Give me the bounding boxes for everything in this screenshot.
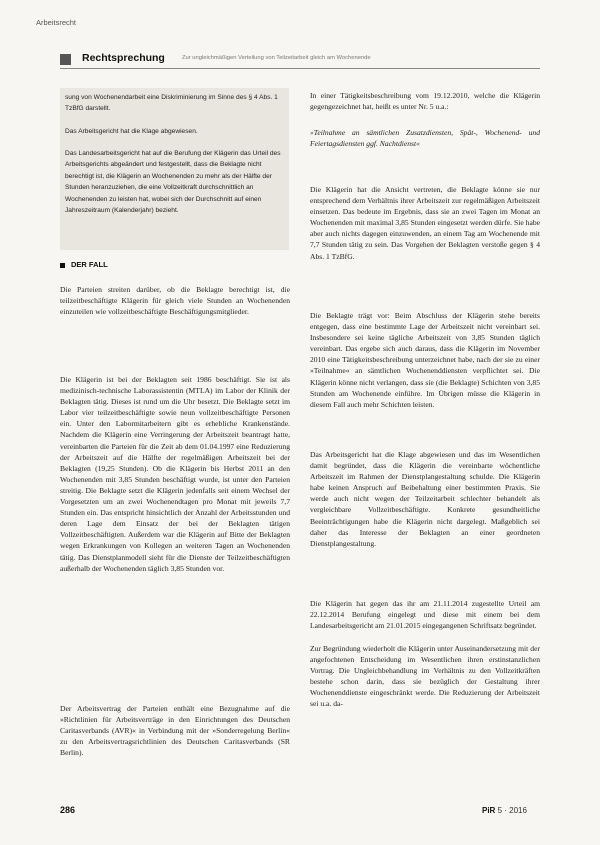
header-kicker: Arbeitsrecht bbox=[36, 18, 77, 27]
paragraph-text: In einer Tätigkeitsbeschreibung vom 19.12.2010, welche die Klägerin gegengezeichnet hat, heißt es unter Nr. 5 u.a.: bbox=[310, 91, 540, 112]
section-heading-text: DER FALL bbox=[71, 260, 108, 269]
journal-name: PiR bbox=[482, 806, 496, 815]
summary-paragraph: Das Arbeitsgericht hat die Klage abgewiesen. bbox=[65, 128, 198, 135]
quote-text: »Teilnahme an sämtlichen Zusatzdiensten, Spät-, Wochenend- und Feiertagsdiensten ggf. Nachtdienst« bbox=[310, 128, 540, 149]
summary-paragraph: sung von Wochenendarbeit eine Diskriminierung im Sinne des § 4 Abs. 1 TzBfG darstellt. bbox=[65, 94, 278, 113]
paragraph-text: Die Klägerin hat die Ansicht vertreten, die Beklagte könne sie nur entsprechend dem Verhältnis ihrer Arbeitszeit zur regelmäßigen Arbeitszeit einsetzen. Das bedeute im Ergebnis, dass sie an zwei Tagen im Monat an Wochenenden mit maximal 3,85 Stunden eingesetzt werden dürfe. Sie habe aber auch nichts dagegen einzuwenden, an einem Tag am Wochenende mit 7,7 Stunden tätig zu sein. Das Vorgehen der Beklagten verstoße gegen § 4 Abs. 1 TzBfG. bbox=[310, 185, 540, 261]
right-paragraph-4 bbox=[310, 310, 540, 410]
left-paragraph-3 bbox=[60, 703, 290, 758]
paragraph-text: Die Parteien streiten darüber, ob die Beklagte berechtigt ist, die teilzeitbeschäftigte Klägerin für gleich viele Stunden an Wochenenden einzuteilen wie vollzeitbeschäftigte Beschäftigungsmitglieder. bbox=[60, 285, 290, 317]
paragraph-text: Die Klägerin hat gegen das ihr am 21.11.2014 zugestellte Urteil am 22.12.2014 Berufung eingelegt und diese mit einem bei dem Landesarbeitsgericht am 21.01.2015 eingegangenen Schriftsatz begründet. bbox=[310, 599, 540, 631]
journal-reference bbox=[482, 806, 527, 815]
paragraph-text: Die Beklagte trägt vor: Beim Abschluss der Klägerin stehe bereits entgegen, dass eine bestimmte Lage der Arbeitszeit nicht vereinbart sei. Insbesondere sei keine tägliche Arbeitszeit von 3,85 Stunden täglich vereinbart. Das ergebe sich auch daraus, dass die Klägerin im November 2010 eine Tätigkeitsbeschreibung unterzeichnet habe, nach der sie zu einer »Teilnahme« an sämtlichen Wochenenddiensten verpflichtet sei. Die Klägerin könne nicht verlangen, dass sie (die Beklagte) Schichten von 3,85 Stunden am Wochenende einführe. Im Übrigen müsse die Klägerin in diesem Fall auch mehr Schichten leisten. bbox=[310, 311, 540, 409]
right-paragraph-3 bbox=[310, 184, 540, 262]
left-paragraph-1 bbox=[60, 284, 290, 317]
paragraph-text: Der Arbeitsvertrag der Parteien enthält eine Bezugnahme auf die »Richtlinien für Arbeitsverträge in den Einrichtungen des Deutschen Caritasverbands (AVR)« in Verbindung mit der »Sonderregelung Berlin« zu den Arbeitsvertragsrichtlinien des Deutschen Caritasverbands (SR Berlin). bbox=[60, 704, 290, 758]
journal-issue: 5 · 2016 bbox=[497, 806, 527, 815]
page-number: 286 bbox=[60, 805, 76, 815]
left-paragraph-2 bbox=[60, 374, 290, 574]
paragraph-text: Zur Begründung wiederholt die Klägerin unter Auseinandersetzung mit der angefochtenen Entscheidung im Wesentlichen ihren erstinstanzlichen Vortrag. Die Ungleichbehandlung im Verhältnis zu den Vollzeitkräften bestehe schon darin, dass sie bezüglich der Gestaltung ihrer Wochenenddienste eingeschränkt werde. Die Reduzierung der Arbeitszeit sei u.a. da- bbox=[310, 644, 540, 709]
right-paragraph-7 bbox=[310, 643, 540, 710]
summary-paragraph: Das Landesarbeitsgericht hat auf die Berufung der Klägerin das Urteil des Arbeitsgerichts abgeändert und festgestellt, dass die Beklagte nicht berechtigt ist, die Klägerin an Wochenenden zu mehr als der Hälfte der Stunden heranzuziehen, die eine Vollzeitkraft durchschnittlich an Wochenenden zu leisten hat, wobei sich der Durchschnitt auf einen Jahreszeitraum (Kalenderjahr) bezieht. bbox=[65, 150, 281, 215]
right-paragraph-1 bbox=[310, 90, 540, 112]
section-marker bbox=[60, 54, 71, 65]
right-paragraph-5 bbox=[310, 449, 540, 549]
header-subtitle: Zur ungleichmäßigen Verteilung von Teilzeitarbeit gleich am Wochenende bbox=[182, 55, 371, 61]
section-heading bbox=[60, 260, 108, 269]
right-quote bbox=[310, 127, 540, 149]
right-paragraph-6 bbox=[310, 598, 540, 631]
paragraph-text: Das Arbeitsgericht hat die Klage abgewiesen und das im Wesentlichen damit begründet, dass die Klägerin die vereinbarte wöchentliche Arbeitszeit im Rahmen der Dienstplangestaltung schulde. Die Klägerin habe keinen Anspruch auf Beibehaltung einer bestimmten Praxis. Sie werde auch nicht wegen der Teilzeitarbeit schlechter behandelt als vergleichbare Vollzeitbeschäftigte. Konkrete gesundheitliche Beeinträchtigungen habe die Klägerin nicht dargelegt. Maßgeblich sei daher das Interesse der Beklagten an einer geordneten Dienstplangestaltung. bbox=[310, 450, 540, 548]
paragraph-text: Die Klägerin ist bei der Beklagten seit 1986 beschäftigt. Sie ist als medizinisch-technische Laborassistentin (MTLA) im Labor der Klinik der Beklagten tätig. Dieses ist rund um die Uhr besetzt. Die Beklagte setzt im Labor vier teilzeitbeschäftigte sowie neun vollzeitbeschäftigte Personen ein. Unter den Labormitarbeitern gibt es erhebliche Krankenstände. Nachdem die Klägerin eine Verringerung der Arbeitszeit beantragt hatte, vereinbarten die Parteien für die Zeit ab dem 01.04.1997 eine Reduzierung der Arbeitszeit auf die Hälfte der regelmäßigen Arbeitszeit bei der Beklagten (19,25 Stunden). Ob die Klägerin bis Herbst 2011 an den Wochenenden mit 3,85 Stunden beschäftigt wurde, ist unter den Parteien streitig. Die Beklagte setzt die Klägerin jedenfalls seit einem Wechsel der Vorgesetzten um an zwei Wochenendtagen pro Monat mit jeweils 7,7 Stunden ein. Das entspricht hinsichtlich der Anzahl der Arbeitsstunden und deren Lage dem Einsatz der bei der Beklagten tätigen Vollzeitbeschäftigten. Außerdem war die Klägerin auf Bitte der Beklagten wegen Erkrankungen von Kollegen an weiteren Tagen an Wochenenden tätig. Das Dienstplanmodell sieht für die Dienste der Teilzeitbeschäftigten außerhalb der Wochenenden täglich 3,85 Stunden vor. bbox=[60, 375, 290, 573]
bullet-square-icon bbox=[60, 263, 65, 268]
header-rule bbox=[60, 68, 540, 69]
section-title: Rechtsprechung bbox=[82, 52, 165, 64]
summary-box bbox=[60, 88, 289, 250]
